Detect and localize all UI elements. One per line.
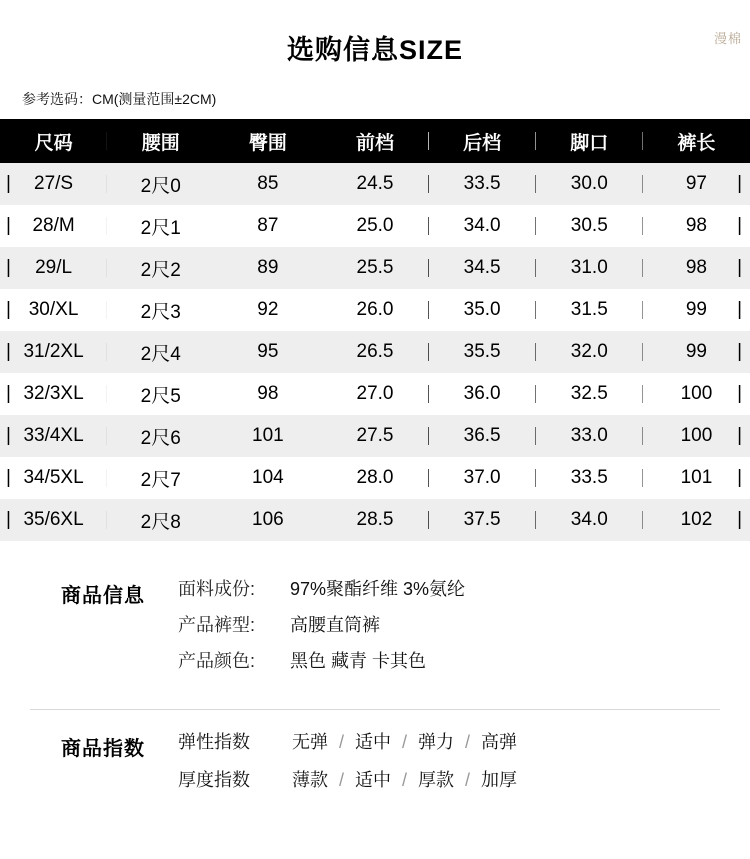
table-row	[0, 499, 750, 541]
column-header-label: 后档	[463, 132, 502, 154]
cell-value: 98	[685, 215, 707, 236]
cell-value: 89	[257, 257, 279, 278]
product-info-key: 面料成份:	[178, 579, 256, 599]
cell-leg-opening	[536, 415, 643, 457]
index-option: 厚款	[418, 770, 455, 790]
product-info-rows	[178, 575, 722, 683]
table-row	[0, 163, 750, 205]
cell-leg-opening	[536, 247, 643, 289]
cell-size	[0, 415, 107, 457]
product-index-key: 厚度指数	[178, 770, 250, 790]
size-table-body	[0, 163, 750, 541]
cell-value: 35/6XL	[23, 509, 84, 530]
cell-size	[0, 331, 107, 373]
index-option: 无弹	[292, 732, 328, 752]
cell-value: 2尺7	[140, 469, 181, 491]
index-option: 弹力	[418, 732, 455, 752]
table-row	[0, 289, 750, 331]
cell-leg-opening	[536, 373, 643, 415]
option-divider: /	[339, 770, 345, 790]
cell-size	[0, 289, 107, 331]
cell-value: 36.0	[463, 383, 501, 404]
cell-value: 97	[685, 173, 707, 194]
cell-back-rise	[429, 331, 536, 373]
cell-value: 35.5	[463, 341, 501, 362]
cell-front-rise	[321, 163, 428, 205]
cell-back-rise	[429, 163, 536, 205]
cell-value: 33/4XL	[23, 425, 84, 446]
cell-value: 33.0	[570, 425, 608, 446]
cell-waist	[107, 205, 214, 247]
product-info-row	[178, 575, 722, 601]
cell-value: 35.0	[463, 299, 501, 320]
cell-back-rise	[429, 457, 536, 499]
cell-pant-length	[643, 415, 750, 457]
cell-value: 87	[257, 215, 279, 236]
product-info-value: 97%聚酯纤维 3%氨纶	[290, 579, 466, 599]
cell-front-rise	[321, 247, 428, 289]
row-separator: |	[737, 467, 742, 488]
table-row	[0, 205, 750, 247]
row-separator: |	[6, 257, 11, 278]
cell-hip	[214, 415, 321, 457]
cell-value: 32.5	[570, 383, 608, 404]
cell-pant-length	[643, 289, 750, 331]
cell-leg-opening	[536, 457, 643, 499]
size-table	[0, 119, 750, 541]
cell-value: 33.5	[463, 173, 501, 194]
product-index-row	[178, 766, 722, 792]
cell-value: 2尺5	[140, 385, 181, 407]
cell-leg-opening	[536, 289, 643, 331]
cell-value: 28/M	[32, 215, 75, 236]
cell-value: 25.0	[356, 215, 394, 236]
cell-front-rise	[321, 499, 428, 541]
cell-value: 25.5	[356, 257, 394, 278]
cell-value: 104	[252, 467, 284, 488]
cell-value: 30.5	[570, 215, 608, 236]
cell-waist	[107, 373, 214, 415]
cell-value: 27/S	[34, 173, 74, 194]
cell-size	[0, 247, 107, 289]
row-separator: |	[6, 467, 11, 488]
size-table-head	[0, 119, 750, 163]
column-header	[321, 119, 428, 163]
cell-waist	[107, 289, 214, 331]
column-header	[0, 119, 107, 163]
cell-pant-length	[643, 457, 750, 499]
cell-value: 24.5	[356, 173, 394, 194]
cell-value: 106	[252, 509, 284, 530]
cell-size	[0, 205, 107, 247]
option-divider: /	[465, 732, 471, 752]
cell-waist	[107, 499, 214, 541]
cell-front-rise	[321, 415, 428, 457]
row-separator: |	[737, 509, 742, 530]
cell-hip	[214, 457, 321, 499]
product-info-key: 产品裤型:	[178, 615, 256, 635]
row-separator: |	[6, 425, 11, 446]
cell-value: 2尺0	[140, 175, 181, 197]
table-row	[0, 247, 750, 289]
cell-value: 98	[685, 257, 707, 278]
cell-hip	[214, 163, 321, 205]
cell-value: 37.0	[463, 467, 501, 488]
cell-value: 2尺4	[140, 343, 181, 365]
cell-hip	[214, 205, 321, 247]
cell-leg-opening	[536, 331, 643, 373]
cell-waist	[107, 331, 214, 373]
cell-hip	[214, 499, 321, 541]
product-index-row	[178, 728, 722, 754]
product-info-section	[0, 575, 750, 683]
cell-back-rise	[429, 415, 536, 457]
cell-value: 2尺1	[140, 217, 181, 239]
cell-hip	[214, 247, 321, 289]
cell-value: 30/XL	[28, 299, 79, 320]
cell-front-rise	[321, 289, 428, 331]
product-index-options	[290, 728, 519, 754]
cell-value: 26.5	[356, 341, 394, 362]
cell-value: 2尺3	[140, 301, 181, 323]
cell-value: 28.0	[356, 467, 394, 488]
cell-value: 28.5	[356, 509, 394, 530]
cell-front-rise	[321, 457, 428, 499]
table-row	[0, 373, 750, 415]
cell-size	[0, 457, 107, 499]
index-option: 高弹	[481, 732, 518, 752]
row-separator: |	[6, 299, 11, 320]
cell-value: 30.0	[570, 173, 608, 194]
product-index-label: 商品指数	[61, 738, 145, 760]
row-separator: |	[6, 509, 11, 530]
option-divider: /	[402, 770, 408, 790]
cell-value: 34/5XL	[23, 467, 84, 488]
cell-hip	[214, 373, 321, 415]
cell-front-rise	[321, 331, 428, 373]
product-index-rows	[178, 728, 722, 804]
cell-back-rise	[429, 247, 536, 289]
column-header	[536, 119, 643, 163]
product-info-key: 产品颜色:	[178, 651, 256, 671]
cell-value: 34.0	[463, 215, 501, 236]
cell-value: 32/3XL	[23, 383, 84, 404]
cell-value: 31.5	[570, 299, 608, 320]
reference-note: 参考选码：CM(测量范围±2CM)	[22, 91, 217, 107]
row-separator: |	[737, 383, 742, 404]
cell-value: 92	[257, 299, 279, 320]
row-separator: |	[6, 341, 11, 362]
row-separator: |	[6, 383, 11, 404]
cell-size	[0, 373, 107, 415]
cell-pant-length	[643, 499, 750, 541]
table-row	[0, 415, 750, 457]
option-divider: /	[402, 732, 408, 752]
row-separator: |	[737, 299, 742, 320]
size-table-header-row	[0, 119, 750, 163]
table-row	[0, 457, 750, 499]
column-header	[107, 119, 214, 163]
cell-value: 100	[680, 383, 713, 404]
cell-value: 95	[257, 341, 279, 362]
cell-pant-length	[643, 163, 750, 205]
cell-value: 101	[680, 467, 713, 488]
row-separator: |	[6, 215, 11, 236]
cell-value: 102	[680, 509, 713, 530]
watermark: 漫棉	[713, 31, 742, 46]
cell-size	[0, 163, 107, 205]
cell-value: 2尺2	[140, 259, 181, 281]
cell-value: 34.5	[463, 257, 501, 278]
cell-waist	[107, 457, 214, 499]
column-header	[643, 119, 750, 163]
product-index-options	[290, 766, 519, 792]
index-option: 适中	[355, 732, 392, 752]
option-divider: /	[465, 770, 471, 790]
option-divider: /	[339, 732, 345, 752]
column-header-label: 尺码	[34, 132, 73, 154]
column-header	[214, 119, 321, 163]
cell-value: 31.0	[570, 257, 608, 278]
cell-value: 31/2XL	[23, 341, 84, 362]
column-header-label: 臀围	[248, 132, 287, 154]
cell-leg-opening	[536, 499, 643, 541]
cell-leg-opening	[536, 205, 643, 247]
index-option: 适中	[355, 770, 392, 790]
column-header-label: 前档	[355, 132, 394, 154]
cell-value: 98	[257, 383, 279, 404]
cell-back-rise	[429, 289, 536, 331]
cell-value: 101	[252, 425, 284, 446]
row-separator: |	[737, 173, 742, 194]
cell-waist	[107, 247, 214, 289]
cell-front-rise	[321, 205, 428, 247]
cell-value: 37.5	[463, 509, 501, 530]
cell-value: 36.5	[463, 425, 501, 446]
cell-value: 27.5	[356, 425, 394, 446]
product-info-row	[178, 647, 722, 673]
product-info-value: 高腰直筒裤	[290, 615, 380, 635]
cell-value: 99	[685, 341, 707, 362]
product-info-row	[178, 611, 722, 637]
row-separator: |	[737, 425, 742, 446]
cell-value: 2尺8	[140, 511, 181, 533]
cell-pant-length	[643, 205, 750, 247]
cell-pant-length	[643, 373, 750, 415]
cell-value: 85	[257, 173, 279, 194]
cell-value: 32.0	[570, 341, 608, 362]
product-index-section	[0, 728, 750, 804]
table-row	[0, 331, 750, 373]
index-option: 加厚	[481, 770, 518, 790]
cell-value: 34.0	[570, 509, 608, 530]
cell-value: 2尺6	[140, 427, 181, 449]
column-header-label: 腰围	[141, 132, 180, 154]
cell-back-rise	[429, 373, 536, 415]
cell-back-rise	[429, 205, 536, 247]
cell-hip	[214, 331, 321, 373]
column-header-label: 裤长	[677, 132, 716, 154]
product-index-key: 弹性指数	[178, 732, 250, 752]
cell-front-rise	[321, 373, 428, 415]
page-title: 选购信息SIZE	[286, 35, 463, 65]
cell-back-rise	[429, 499, 536, 541]
product-info-label: 商品信息	[61, 585, 145, 607]
section-divider	[30, 709, 720, 710]
cell-value: 100	[680, 425, 713, 446]
cell-pant-length	[643, 247, 750, 289]
column-header	[429, 119, 536, 163]
column-header-label: 脚口	[570, 132, 609, 154]
cell-waist	[107, 415, 214, 457]
cell-value: 27.0	[356, 383, 394, 404]
row-separator: |	[737, 341, 742, 362]
cell-leg-opening	[536, 163, 643, 205]
product-info-value: 黑色 藏青 卡其色	[290, 651, 427, 671]
cell-waist	[107, 163, 214, 205]
cell-size	[0, 499, 107, 541]
row-separator: |	[737, 215, 742, 236]
cell-value: 26.0	[356, 299, 394, 320]
cell-pant-length	[643, 331, 750, 373]
row-separator: |	[6, 173, 11, 194]
cell-value: 99	[685, 299, 707, 320]
cell-hip	[214, 289, 321, 331]
index-option: 薄款	[292, 770, 328, 790]
row-separator: |	[737, 257, 742, 278]
cell-value: 33.5	[570, 467, 608, 488]
cell-value: 29/L	[35, 257, 73, 278]
